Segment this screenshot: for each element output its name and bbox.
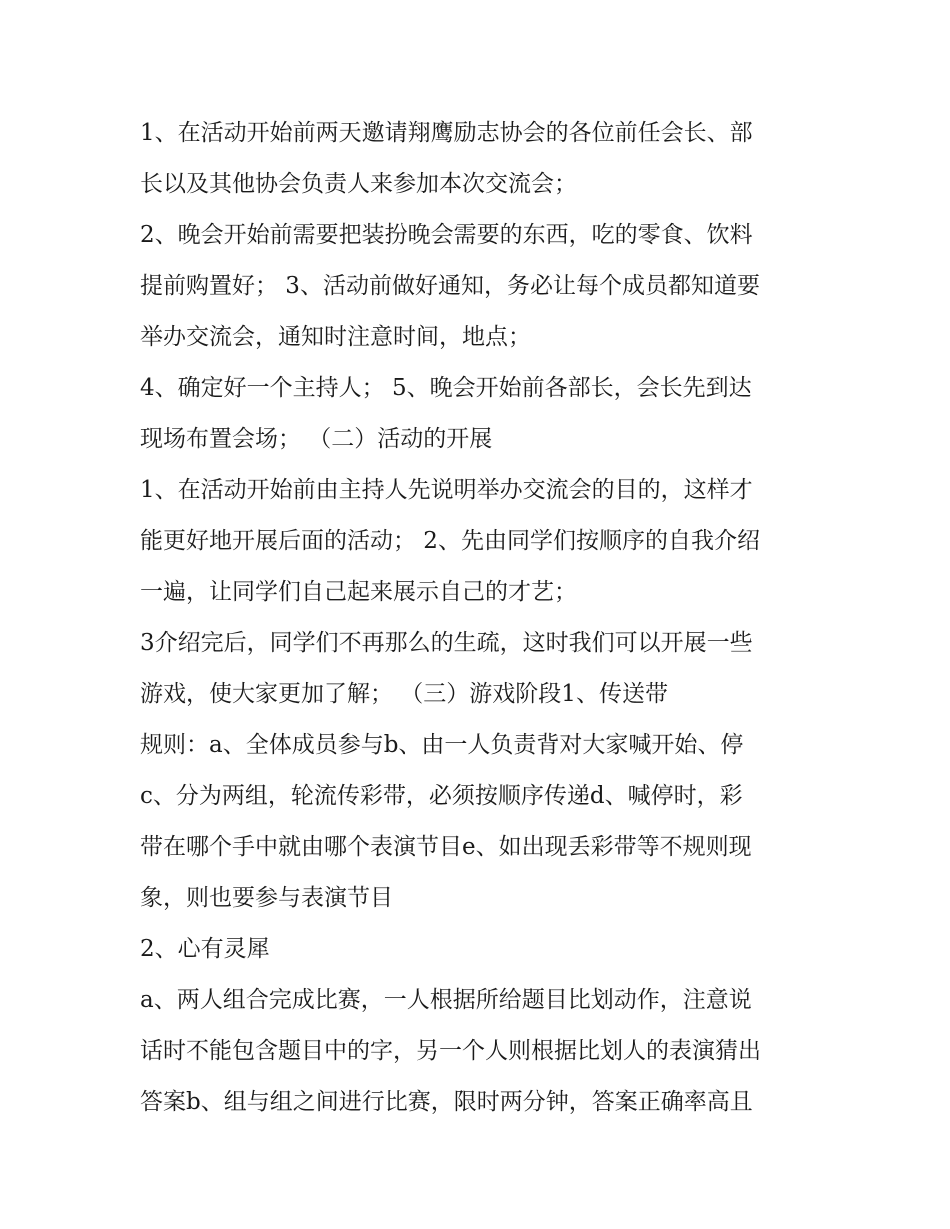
- text-line-12: 游戏，使大家更加了解； （三）游戏阶段1、传送带: [140, 681, 668, 707]
- text-line-14: c、分为两组，轮流传彩带，必须按顺序传递d、喊停时，彩: [140, 783, 743, 809]
- text-line-4: 提前购置好； 3、活动前做好通知，务必让每个成员都知道要: [140, 273, 760, 299]
- text-line-8: 1、在活动开始前由主持人先说明举办交流会的目的，这样才: [140, 477, 753, 503]
- text-line-5: 举办交流会，通知时注意时间，地点；: [140, 324, 531, 350]
- text-line-9: 能更好地开展后面的活动； 2、先由同学们按顺序的自我介绍: [140, 528, 760, 554]
- text-line-1: 1、在活动开始前两天邀请翔鹰励志协会的各位前任会长、部: [140, 120, 753, 146]
- text-line-7: 现场布置会场； （二）活动的开展: [140, 426, 493, 452]
- text-line-2: 长以及其他协会负责人来参加本次交流会；: [140, 171, 577, 197]
- text-line-11: 3介绍完后，同学们不再那么的生疏，这时我们可以开展一些: [140, 630, 753, 656]
- text-line-15: 带在哪个手中就由哪个表演节目e、如出现丢彩带等不规则现: [140, 834, 752, 860]
- text-line-20: 答案b、组与组之间进行比赛，限时两分钟，答案正确率高且: [140, 1089, 753, 1115]
- text-line-6: 4、确定好一个主持人； 5、晚会开始前各部长，会长先到达: [140, 375, 752, 401]
- text-line-13: 规则：a、全体成员参与b、由一人负责背对大家喊开始、停: [140, 732, 744, 758]
- text-line-10: 一遍，让同学们自己起来展示自己的才艺；: [140, 579, 577, 605]
- body-text: [140, 108, 830, 1128]
- text-line-19: 话时不能包含题目中的字，另一个人则根据比划人的表演猜出: [140, 1038, 761, 1064]
- text-line-17: 2、心有灵犀: [140, 936, 270, 962]
- text-line-18: a、两人组合完成比赛，一人根据所给题目比划动作，注意说: [140, 987, 752, 1013]
- text-line-3: 2、晚会开始前需要把装扮晚会需要的东西，吃的零食、饮料: [140, 222, 753, 248]
- text-line-16: 象，则也要参与表演节目: [140, 885, 393, 911]
